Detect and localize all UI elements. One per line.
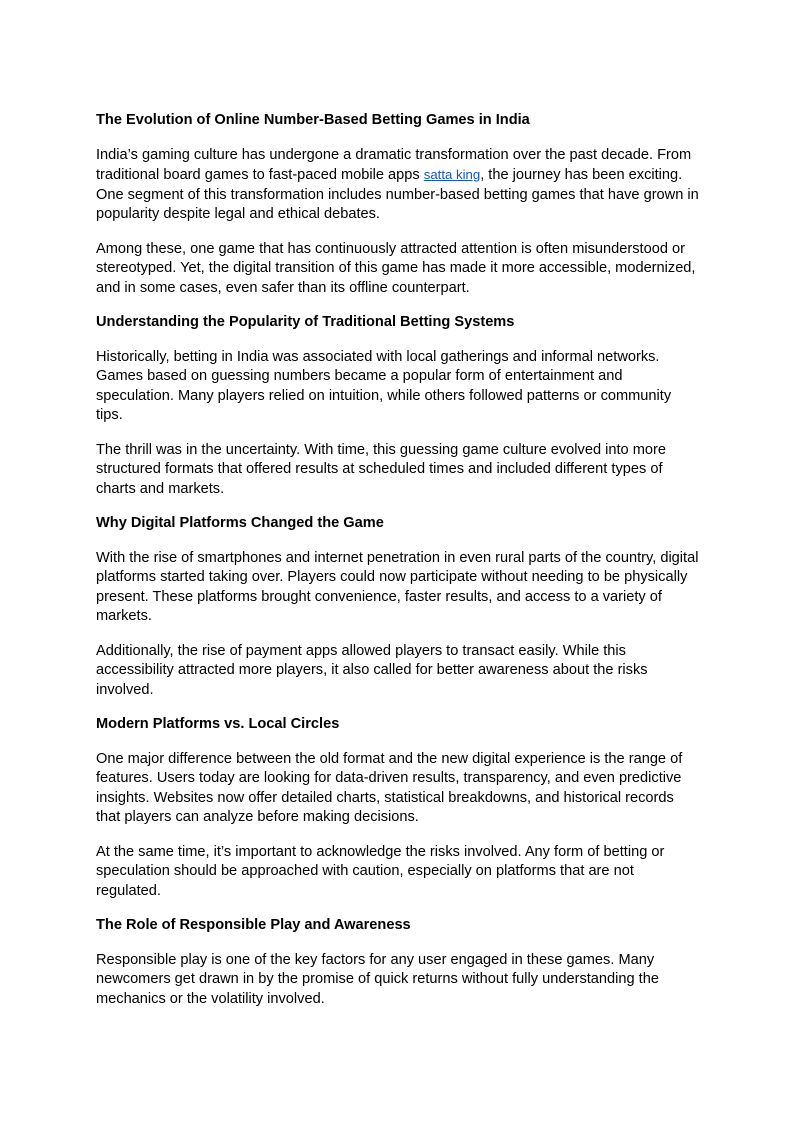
paragraph: At the same time, it’s important to acknowledge the risks involved. Any form of betting or speculation should be approached with caution, especially on platforms that are not regulated.: [96, 843, 665, 899]
paragraph: The thrill was in the uncertainty. With time, this guessing game culture evolved into more structured formats that offered results at scheduled times and included different types of charts and markets.: [96, 441, 666, 497]
paragraph: Historically, betting in India was associated with local gatherings and informal networks. Games based on guessing numbers became a popular form of entertainment and speculation. Many players relied on intuition, while others followed patterns or community tips.: [96, 348, 672, 423]
paragraph: Among these, one game that has continuously attracted attention is often misunderstood or stereotyped. Yet, the digital transition of this game has made it more accessible, modernized, and in some cases, even safer than its offline counterpart.: [96, 240, 696, 296]
paragraph: One major difference between the old format and the new digital experience is the range of features. Users today are looking for data-driven results, transparency, and even predictive insights. Websites now offer detailed charts, statistical breakdowns, and historical records that players can analyze before making decisions.: [96, 750, 683, 825]
paragraph: With the rise of smartphones and internet penetration in even rural parts of the country, digital platforms started taking over. Players could now participate without needing to be physically present. These platforms brought convenience, faster results, and access to a variety of markets.: [96, 549, 699, 624]
section-heading: Modern Platforms vs. Local Circles: [96, 716, 340, 732]
section-heading: Why Digital Platforms Changed the Game: [96, 515, 384, 531]
intro-paragraph: [96, 146, 700, 225]
document-page: [96, 111, 700, 1024]
paragraph: Responsible play is one of the key factors for any user engaged in these games. Many newcomers get drawn in by the promise of quick returns without fully understanding the mechanics or the volatility involved.: [96, 951, 659, 1007]
intro-text-after-link: , the journey has been exciting. One segment of this transformation includes number-based betting games that have grown in popularity despite legal and ethical debates.: [96, 167, 699, 222]
satta-king-link[interactable]: satta king: [423, 167, 481, 182]
document-title: The Evolution of Online Number-Based Betting Games in India: [96, 112, 530, 128]
section-heading: The Role of Responsible Play and Awareness: [96, 917, 411, 933]
intro-text-before-link: India’s gaming culture has undergone a dramatic transformation over the past decade. From traditional board games to fast-paced mobile apps: [96, 146, 692, 183]
section-heading: Understanding the Popularity of Traditional Betting Systems: [96, 314, 515, 330]
paragraph: Additionally, the rise of payment apps allowed players to transact easily. While this accessibility attracted more players, it also called for better awareness about the risks involved.: [96, 642, 648, 698]
